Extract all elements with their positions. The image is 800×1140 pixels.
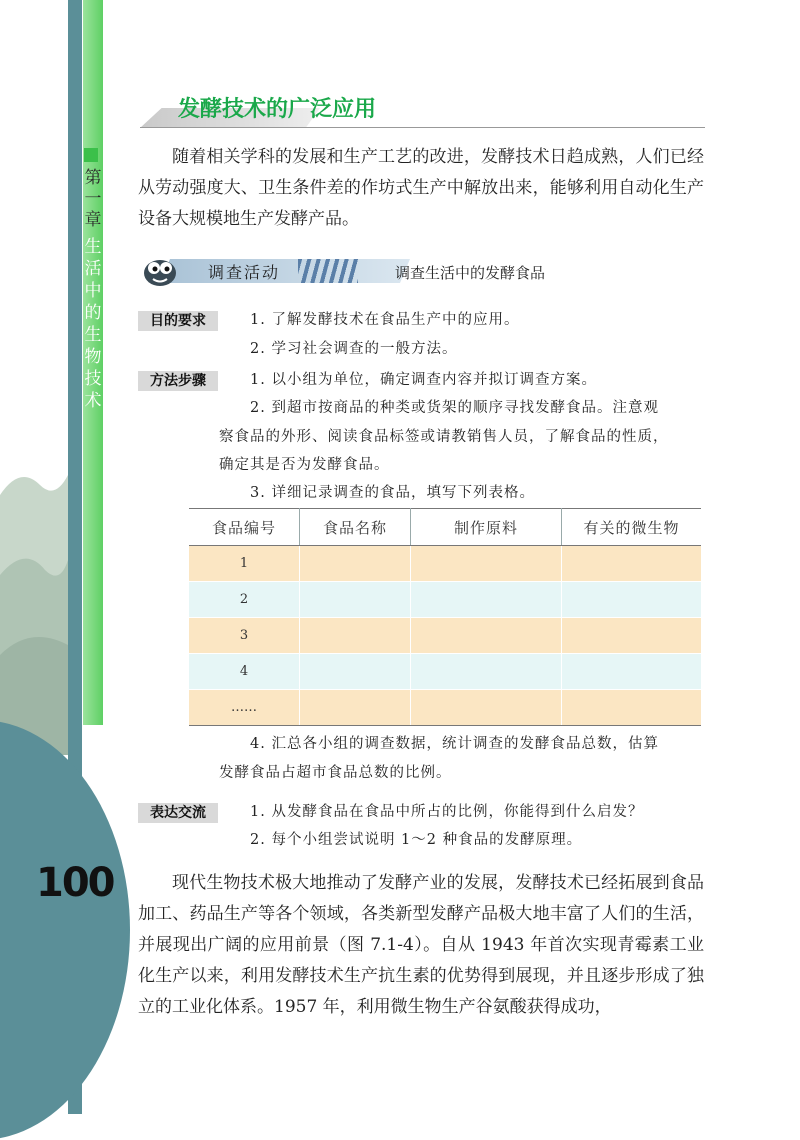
page-number: 100 (36, 860, 114, 906)
discussion-label: 表达交流 (138, 803, 218, 823)
method-label: 方法步骤 (138, 371, 218, 391)
table-cell (562, 690, 702, 726)
table-cell (411, 546, 562, 582)
badge-stripes (298, 259, 358, 283)
purpose-label: 目的要求 (138, 311, 218, 331)
table-cell (300, 546, 411, 582)
discussion-item-1: 1. 从发酵食品在食品中所占的比例，你能得到什么启发？ (250, 804, 644, 820)
table-header: 食品名称 (300, 509, 411, 546)
table-cell (300, 618, 411, 654)
table-cell: …… (189, 690, 300, 726)
intro-text: 随着相关学科的发展和生产工艺的改进，发酵技术日趋成熟，人们已经从劳动强度大、卫生条件差的作坊式生产中解放出来，能够利用自动化生产设备大规模地生产发酵产品。 (138, 147, 704, 229)
table-cell (300, 690, 411, 726)
method-step-4-line-1: 4. 汇总各小组的调查数据，统计调查的发酵食品总数，估算 (250, 736, 659, 752)
table-cell (562, 582, 702, 618)
section-heading (140, 92, 705, 132)
heading-rule (140, 127, 705, 128)
table-cell (411, 618, 562, 654)
discussion-item-2: 2. 每个小组尝试说明 1～2 种食品的发酵原理。 (250, 832, 583, 848)
survey-table (189, 508, 701, 726)
closing-text: 现代生物技术极大地推动了发酵产业的发展，发酵技术已经拓展到食品加工、药品生产等各个领域，各类新型发酵产品极大地丰富了人们的生活，并展现出广阔的应用前景（图 7.1-4）。自从 1943 年首次实现青霉素工业化生产以来，利用发酵技术生产抗生素的优势得到展现，并且逐步形成了独立的工业化体系。1957 年，利用微生物生产谷氨酸获得成功， (138, 873, 704, 1017)
activity-badge (160, 259, 410, 283)
table-cell (411, 654, 562, 690)
table-cell: 2 (189, 582, 300, 618)
table-header: 食品编号 (189, 509, 300, 546)
purpose-item-1: 1. 了解发酵技术在食品生产中的应用。 (250, 312, 520, 328)
activity-banner (140, 253, 710, 289)
table-cell (411, 690, 562, 726)
table-header: 制作原料 (411, 509, 562, 546)
table-cell: 1 (189, 546, 300, 582)
table-cell: 3 (189, 618, 300, 654)
mascot-icon (140, 253, 180, 289)
table-row (189, 690, 701, 726)
table-cell (562, 654, 702, 690)
method-step-2-line-1: 2. 到超市按商品的种类或货架的顺序寻找发酵食品。注意观 (250, 400, 659, 416)
method-step-4-line-2: 发酵食品占超市食品总数的比例。 (219, 765, 452, 781)
table-header-row (189, 509, 701, 546)
page-corner-arc (0, 720, 130, 1140)
table-cell (411, 582, 562, 618)
chapter-label: 第一章 (84, 168, 102, 230)
table-header: 有关的微生物 (562, 509, 702, 546)
activity-topic: 调查生活中的发酵食品 (395, 264, 546, 282)
chapter-title: 生活中的生物技术 (84, 237, 102, 411)
landscape-illustration (0, 455, 68, 755)
method-step-2-line-3: 确定其是否为发酵食品。 (219, 457, 390, 473)
activity-badge-label: 调查活动 (208, 263, 281, 282)
table-cell: 4 (189, 654, 300, 690)
table-cell (562, 618, 702, 654)
table-row (189, 546, 701, 582)
table-cell (562, 546, 702, 582)
method-step-2-line-2: 察食品的外形、阅读食品标签或请教销售人员，了解食品的性质， (219, 429, 669, 445)
closing-paragraph (138, 868, 704, 1023)
intro-paragraph (138, 142, 704, 235)
section-title: 发酵技术的广泛应用 (178, 97, 377, 122)
table-row (189, 654, 701, 690)
table-row (189, 582, 701, 618)
table-cell (300, 582, 411, 618)
method-step-3: 3. 详细记录调查的食品，填写下列表格。 (250, 485, 535, 501)
table-cell (300, 654, 411, 690)
table-row (189, 618, 701, 654)
method-step-1: 1. 以小组为单位，确定调查内容并拟订调查方案。 (250, 372, 597, 388)
chapter-marker (84, 148, 98, 162)
purpose-item-2: 2. 学习社会调查的一般方法。 (250, 341, 458, 357)
